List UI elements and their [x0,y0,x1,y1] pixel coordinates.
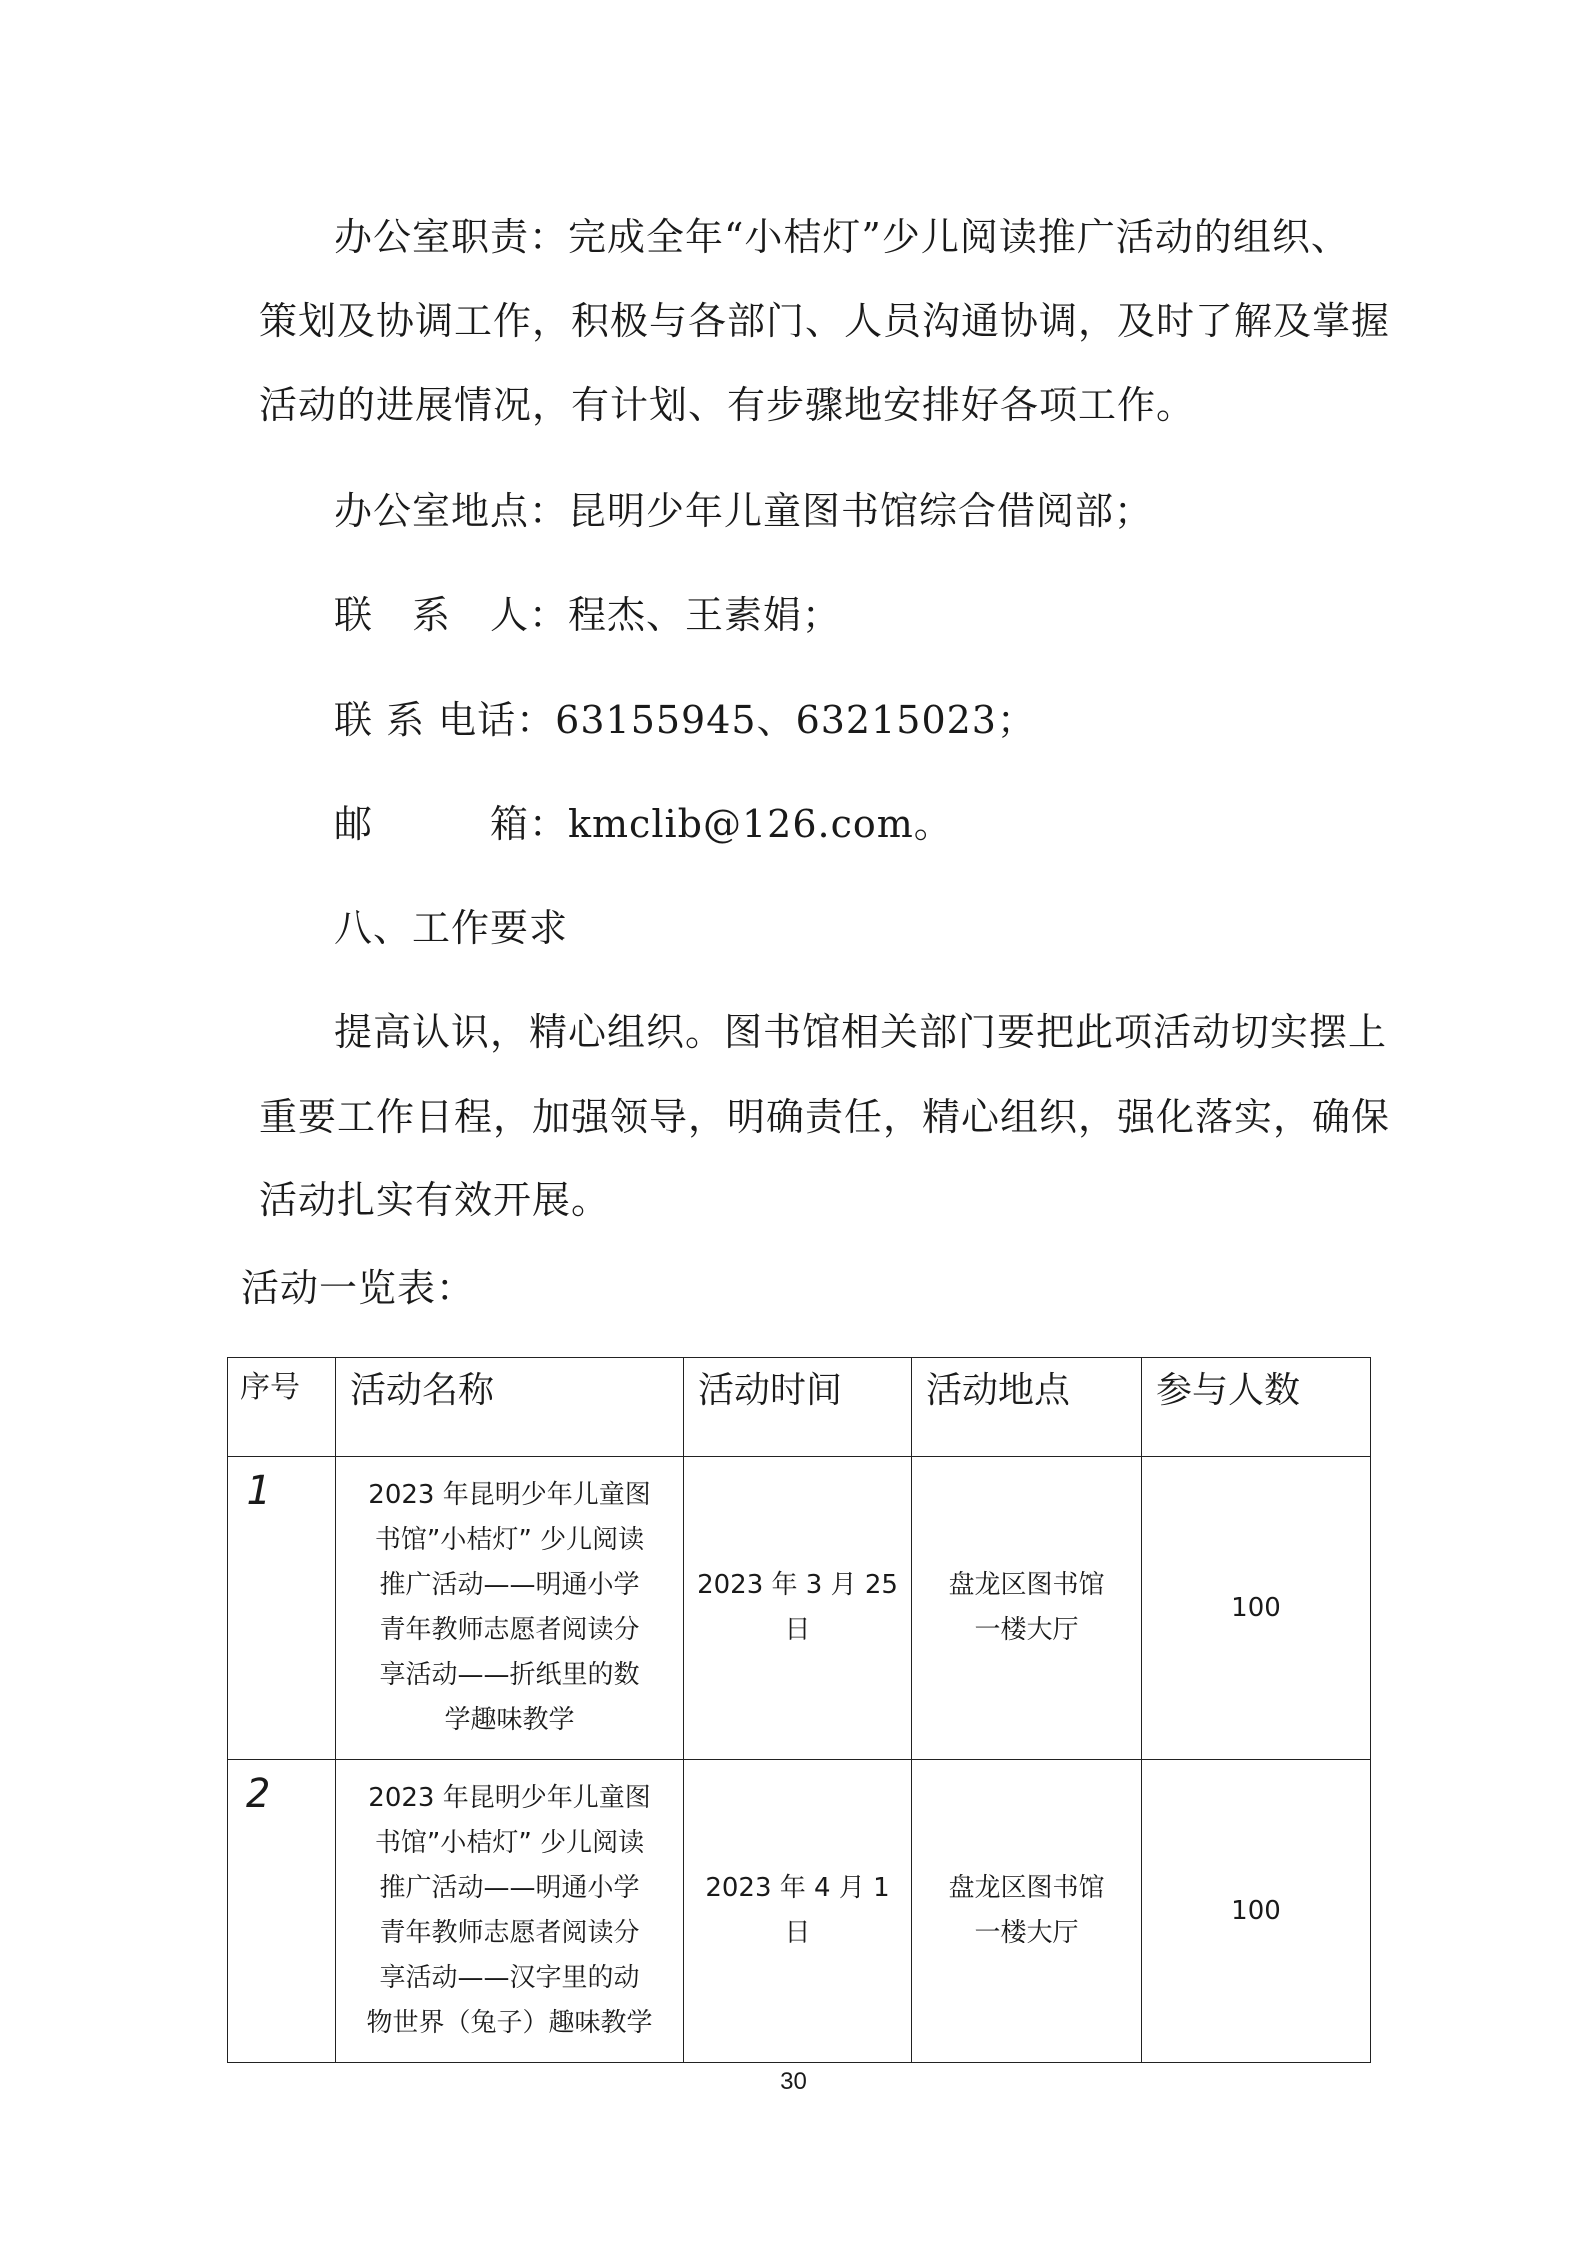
name-line: 书馆”小桔灯” 少儿阅读 [374,1828,645,1858]
row-seq: 1 [228,1457,336,1760]
row-activity-time [684,1457,912,1760]
requirement-line-3: 活动扎实有效开展。 [259,1178,611,1222]
name-line: 推广活动——明通小学 [379,1570,640,1600]
name-line: 书馆”小桔灯” 少儿阅读 [374,1525,645,1555]
requirement-line-1: 提高认识，精心组织。图书馆相关部门要把此项活动切实摆上 [334,1010,1388,1054]
name-line: 2023 年昆明少年儿童图 [368,1480,651,1510]
time-line: 2023 年 3 月 25 [697,1570,898,1600]
row-activity-time [684,1760,912,2063]
header-name: 活动名称 [336,1358,684,1457]
contact-phone: 联 系 电话：63155945、63215023； [334,698,1036,742]
place-line: 一楼大厅 [974,1918,1079,1948]
row-seq: 2 [228,1760,336,2063]
row-participant-count: 100 [1142,1457,1371,1760]
row-activity-name [336,1457,684,1760]
section-title: 八、工作要求 [334,906,569,950]
office-duty-line-1: 办公室职责：完成全年“小桔灯”少儿阅读推广活动的组织、 [334,215,1350,259]
name-line: 享活动——汉字里的动 [379,1963,640,1993]
place-line: 盘龙区图书馆 [948,1873,1105,1903]
row-activity-place [912,1760,1142,2063]
contact-email: 邮 箱：kmclib@126.com。 [334,802,953,846]
name-line: 学趣味教学 [444,1705,575,1735]
row-activity-name [336,1760,684,2063]
table-row [228,1760,1371,2063]
table-header-row [228,1358,1371,1457]
row-participant-count: 100 [1142,1760,1371,2063]
activity-table [227,1357,1371,2063]
place-line: 一楼大厅 [974,1615,1079,1645]
header-count: 参与人数 [1142,1358,1371,1457]
time-line: 日 [784,1918,811,1948]
header-time: 活动时间 [684,1358,912,1457]
header-seq: 序号 [228,1358,336,1457]
name-line: 青年教师志愿者阅读分 [379,1615,640,1645]
name-line: 2023 年昆明少年儿童图 [368,1783,651,1813]
name-line: 推广活动——明通小学 [379,1873,640,1903]
office-location: 办公室地点：昆明少年儿童图书馆综合借阅部； [334,489,1154,533]
page-number: 30 [780,2068,807,2095]
office-duty-line-2: 策划及协调工作，积极与各部门、人员沟通协调，及时了解及掌握 [259,299,1391,343]
row-activity-place [912,1457,1142,1760]
header-place: 活动地点 [912,1358,1142,1457]
contact-person: 联 系 人：程杰、王素娟； [334,593,842,637]
name-line: 享活动——折纸里的数 [379,1660,640,1690]
table-caption: 活动一览表： [241,1266,476,1310]
office-duty-line-3: 活动的进展情况，有计划、有步骤地安排好各项工作。 [259,383,1196,427]
time-line: 2023 年 4 月 1 [705,1873,890,1903]
name-line: 青年教师志愿者阅读分 [379,1918,640,1948]
name-line: 物世界（兔子）趣味教学 [366,2008,653,2038]
requirement-line-2: 重要工作日程，加强领导，明确责任，精心组织，强化落实，确保 [259,1095,1391,1139]
time-line: 日 [784,1615,811,1645]
table-row [228,1457,1371,1760]
place-line: 盘龙区图书馆 [948,1570,1105,1600]
